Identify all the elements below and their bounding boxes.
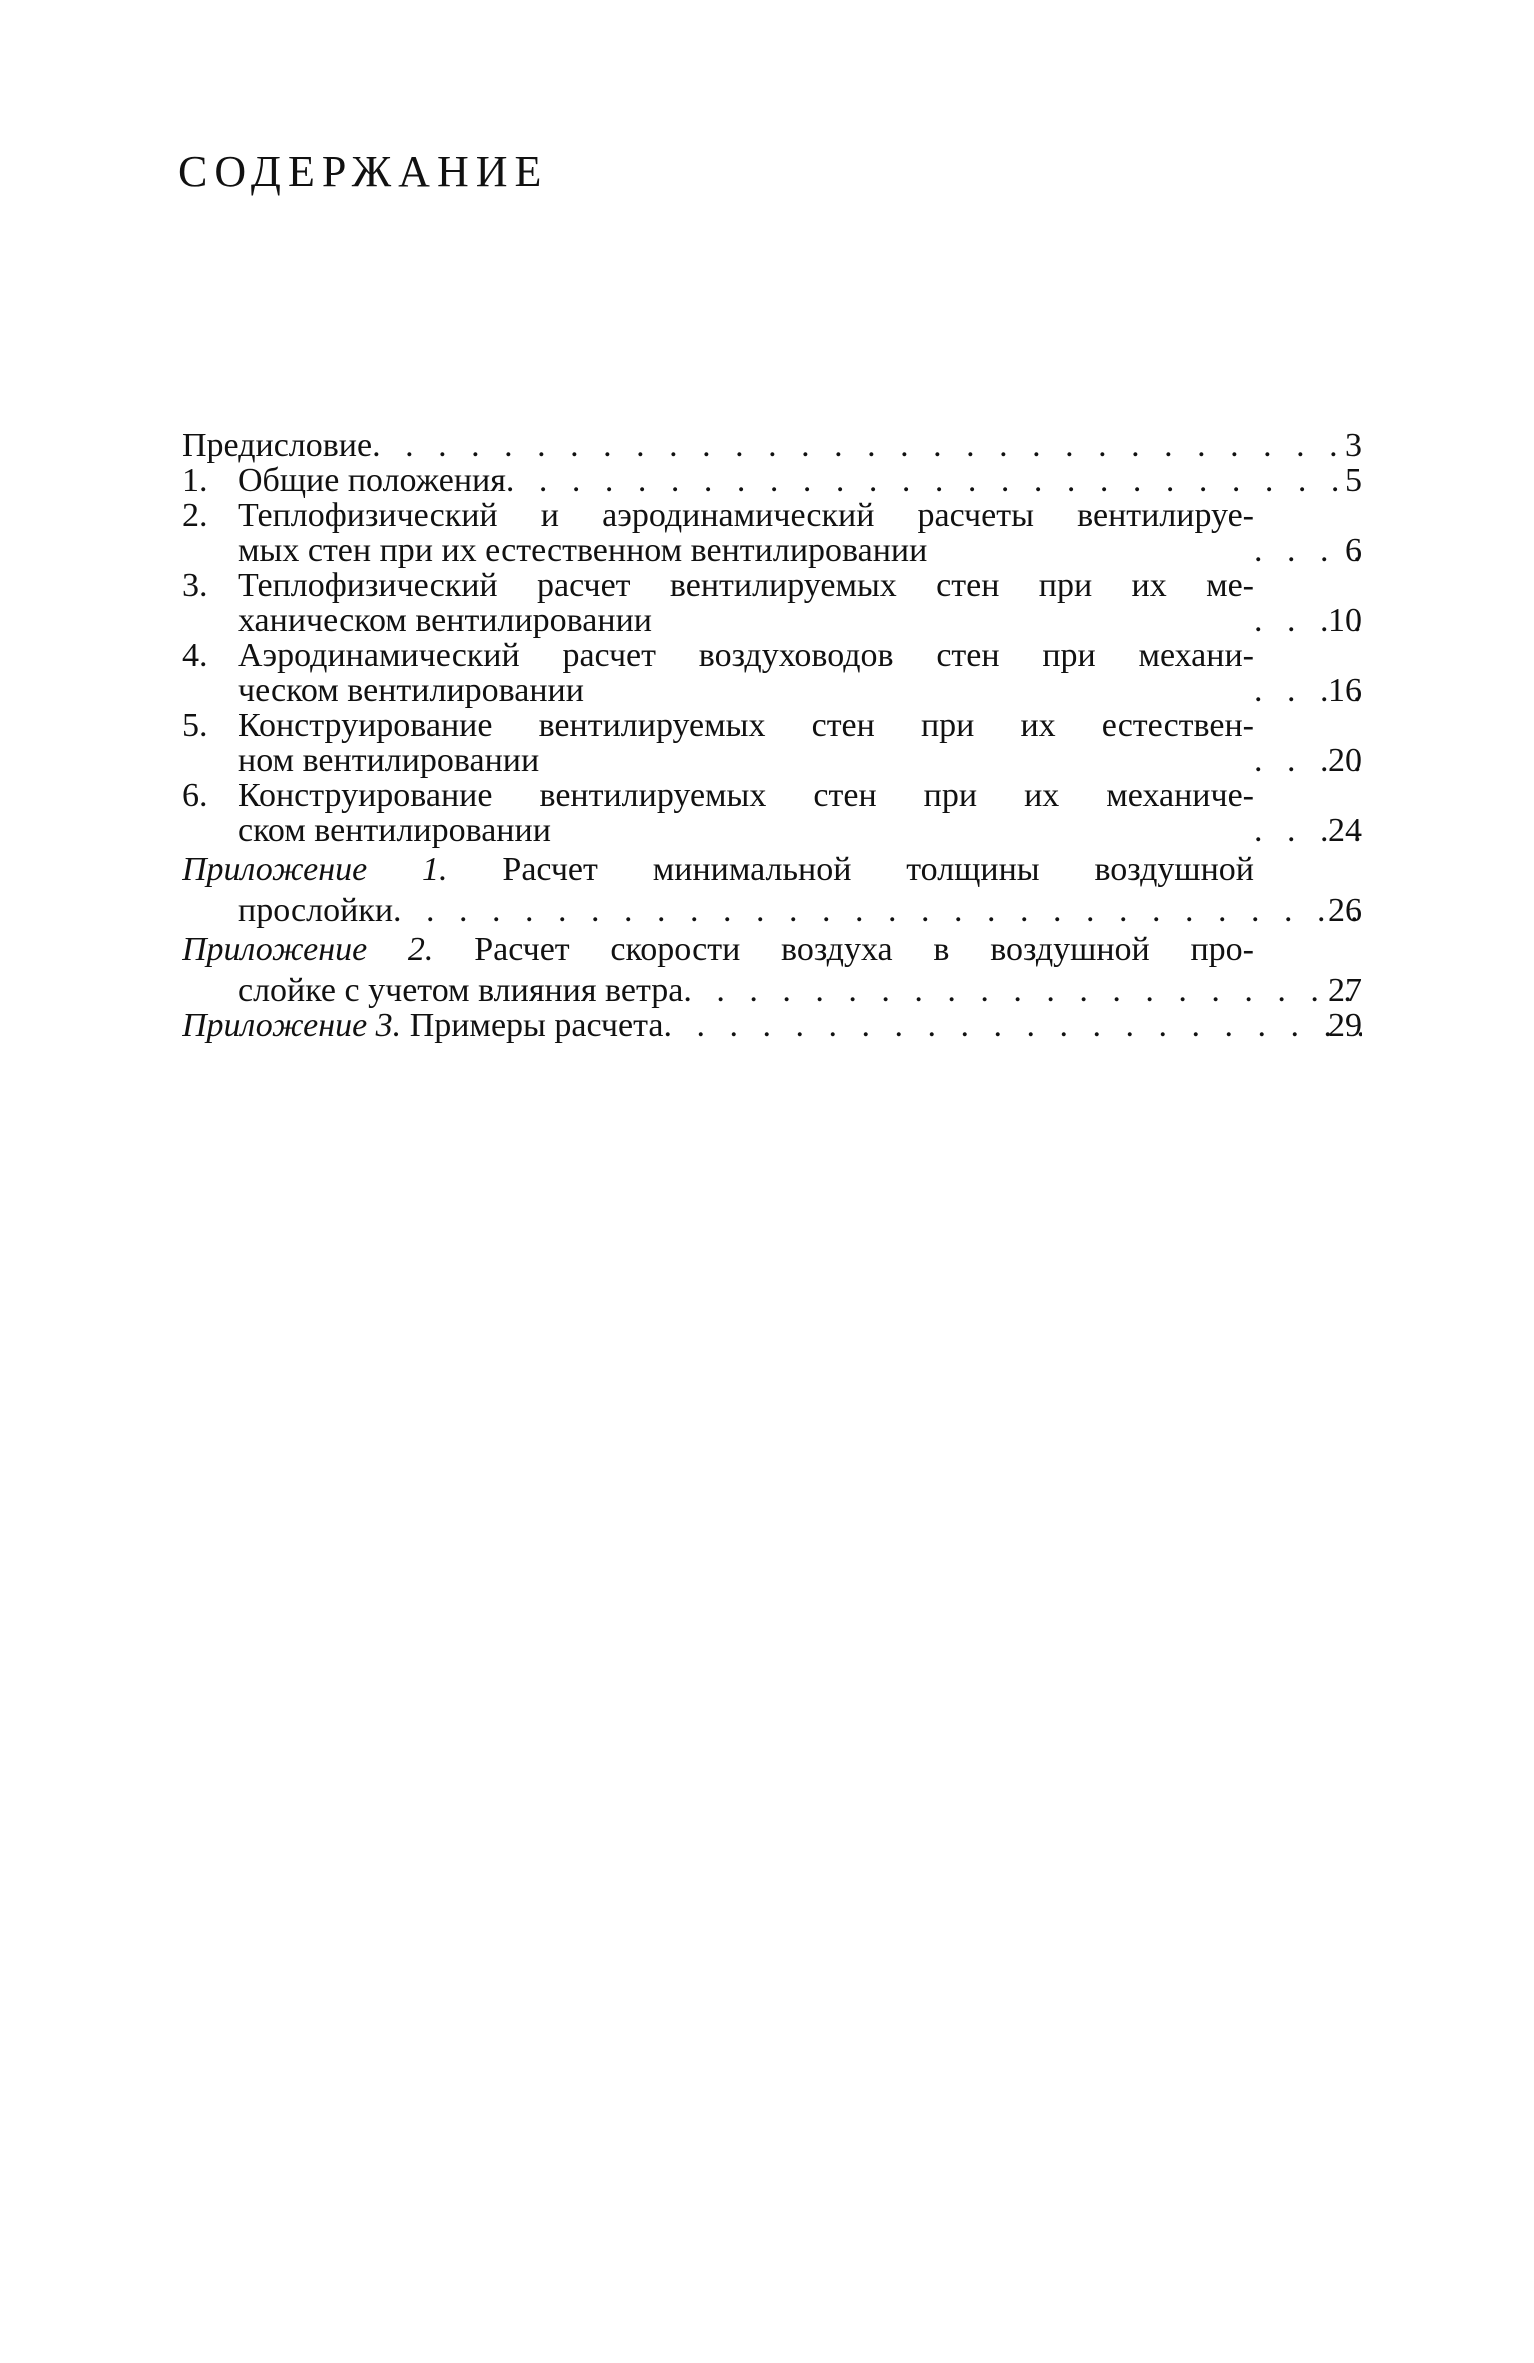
toc-entry-title: Примеры расчета (401, 1008, 664, 1043)
dot-leader (663, 1008, 1362, 1043)
dot-leader (372, 428, 1362, 463)
toc-entry-title-continued: мых стен при их естественном вентилировании (238, 533, 928, 568)
toc-entry-title: Теплофизический расчет вентилируемых стен при их ме- (238, 568, 1254, 603)
toc-entry-title-continued: слойке с учетом влияния ветра (238, 973, 684, 1008)
page-title: СОДЕРЖАНИЕ (178, 147, 549, 196)
toc-entry-title: Конструирование вентилируемых стен при их механиче- (238, 778, 1254, 813)
toc-entry-number: 1. (182, 463, 208, 498)
toc-entry-title-continued: ном вентилировании (238, 743, 540, 778)
toc-entry-title: Расчет скорости воздуха в воздушной про- (433, 932, 1254, 967)
toc-entry-1[interactable] (182, 463, 1362, 498)
toc-entry-number: 4. (182, 638, 208, 673)
toc-page-number: 29 (1328, 1007, 1362, 1044)
toc-entry-title-continued: прослойки (238, 893, 394, 928)
appendix-label: Приложение 1. (182, 852, 448, 887)
toc-entry-title: Общие положения (238, 463, 506, 498)
dot-leader (683, 973, 1362, 1008)
toc-entry-number: 6. (182, 778, 208, 813)
toc-page-number: 16 (1328, 672, 1362, 709)
toc-entry-2[interactable] (182, 498, 1362, 568)
toc-entry-title: Расчет минимальной толщины воздушной (447, 852, 1254, 887)
toc-entry-title: Теплофизический и аэродинамический расчеты вентилируе- (238, 498, 1254, 533)
toc-entry-appendix-3[interactable] (182, 1008, 1362, 1043)
appendix-label: Приложение 2. (182, 932, 434, 967)
toc-page-number: 3 (1345, 427, 1362, 464)
toc-entry-title-continued: ском вентилировании (238, 813, 551, 848)
toc-page-number: 27 (1328, 972, 1362, 1009)
toc-entry-appendix-2[interactable] (182, 932, 1362, 1008)
toc-entry-title-continued: ханическом вентилировании (238, 603, 652, 638)
toc-entry-preface[interactable] (182, 428, 1362, 463)
toc-page-number: 26 (1328, 892, 1362, 929)
toc-entry-number: 5. (182, 708, 208, 743)
toc-page-number: 10 (1328, 602, 1362, 639)
toc-entry-number: 2. (182, 498, 208, 533)
toc-entry-title: Конструирование вентилируемых стен при их естествен- (238, 708, 1254, 743)
toc-page-number: 24 (1328, 812, 1362, 849)
toc-entry-5[interactable] (182, 708, 1362, 778)
dot-leader (393, 893, 1362, 928)
toc-entry-6[interactable] (182, 778, 1362, 848)
toc-page-number: 6 (1345, 532, 1362, 569)
appendix-label: Приложение 3. (182, 1008, 402, 1043)
dot-leader (506, 463, 1362, 498)
toc-page-number: 5 (1345, 462, 1362, 499)
toc-entry-3[interactable] (182, 568, 1362, 638)
toc-page-number: 20 (1328, 742, 1362, 779)
toc-entry-appendix-1[interactable] (182, 852, 1362, 928)
toc-entry-title: Аэродинамический расчет воздуховодов стен при механи- (238, 638, 1254, 673)
toc-entry-title-continued: ческом вентилировании (238, 673, 584, 708)
toc-entry-title: Предисловие (182, 428, 373, 463)
table-of-contents (182, 428, 1362, 1043)
toc-entry-number: 3. (182, 568, 208, 603)
toc-entry-4[interactable] (182, 638, 1362, 708)
